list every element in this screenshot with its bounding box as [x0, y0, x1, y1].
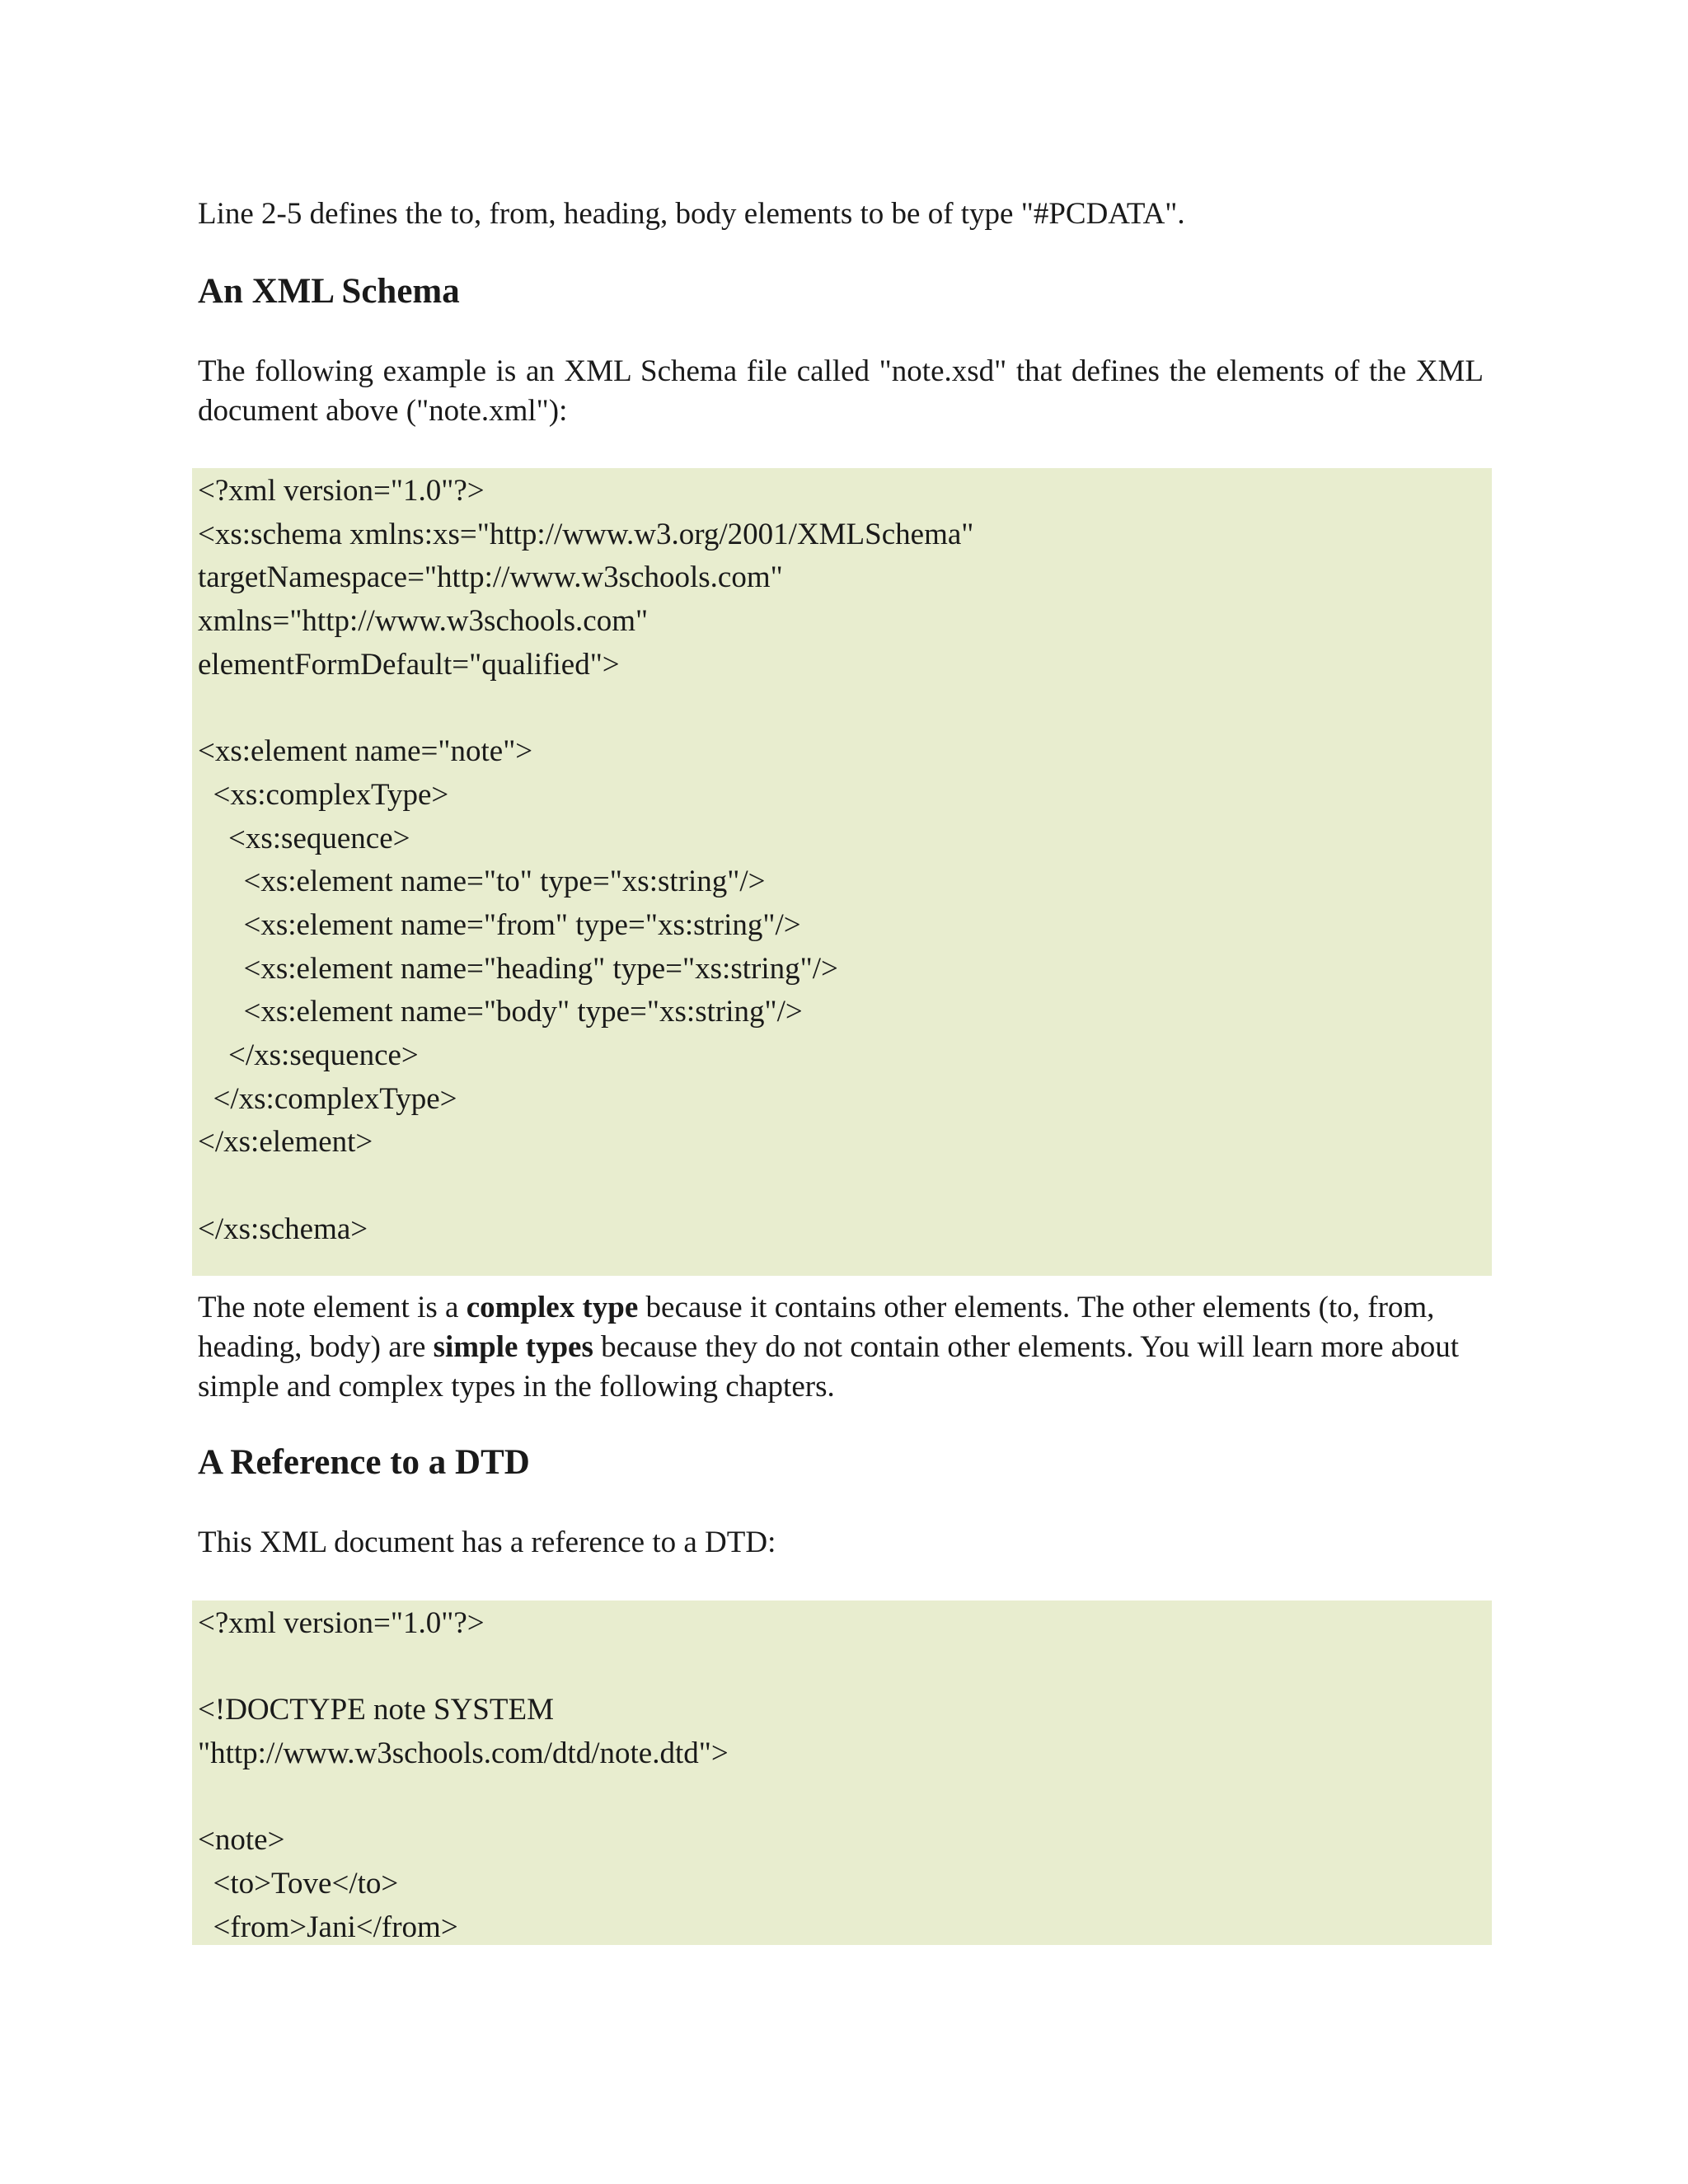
explanation-text-2: because it contains other elements. The other elements (to, from, heading, body) are: [198, 1291, 1435, 1364]
schema-intro-paragraph: The following example is an XML Schema file called "note.xsd" that defines the elements of the XML document above ("note.xml"):: [198, 354, 1484, 428]
complex-type-term: complex type: [466, 1291, 639, 1324]
section-heading-dtd-reference: A Reference to a DTD: [198, 1443, 530, 1482]
code-line: <to>Tove</to>: [198, 1867, 399, 1901]
section-heading-xml-schema: An XML Schema: [198, 272, 460, 311]
code-line: <?xml version="1.0"?>: [198, 474, 485, 508]
code-line: [198, 1165, 1492, 1208]
code-line: [198, 687, 1492, 730]
code-line: <xs:element name="heading" type="xs:string"/>: [198, 951, 838, 986]
code-line: </xs:complexType>: [198, 1081, 457, 1116]
explanation-text-1: The note element is a: [198, 1291, 467, 1324]
code-line: </xs:element>: [198, 1125, 373, 1160]
code-line: <xs:complexType>: [198, 777, 449, 812]
code-line: targetNamespace="http://www.w3schools.com": [198, 560, 783, 595]
dtd-code-lines: [198, 1602, 1492, 1950]
complex-simple-explanation: [198, 1288, 1484, 1407]
code-line: "http://www.w3schools.com/dtd/note.dtd">: [198, 1736, 729, 1771]
code-line: <xs:element name="to" type="xs:string"/>: [198, 865, 766, 899]
schema-code-lines: [198, 470, 1492, 1251]
explanation-text-3: because they do not contain other elements. You will learn more about simple and complex types in the following chapters.: [198, 1330, 1460, 1404]
code-line: <xs:element name="from" type="xs:string"/>: [198, 907, 801, 942]
code-line: </xs:sequence>: [198, 1038, 419, 1072]
code-line: <?xml version="1.0"?>: [198, 1606, 485, 1640]
dtd-intro-paragraph: This XML document has a reference to a DTD:: [198, 1526, 776, 1559]
code-line: </xs:schema>: [198, 1212, 368, 1246]
code-line: <from>Jani</from>: [198, 1910, 458, 1944]
code-line: <xs:element name="note">: [198, 734, 533, 769]
code-line: [198, 1646, 1492, 1690]
code-line: <xs:element name="body" type="xs:string"/>: [198, 995, 803, 1029]
code-line: elementFormDefault="qualified">: [198, 647, 620, 682]
code-line: <!DOCTYPE note SYSTEM: [198, 1693, 554, 1727]
code-line: xmlns="http://www.w3schools.com": [198, 604, 649, 639]
code-line: <xs:schema xmlns:xs="http://www.w3.org/2001/XMLSchema": [198, 517, 974, 551]
code-line: <note>: [198, 1823, 285, 1858]
code-line: [198, 1776, 1492, 1820]
simple-types-term: simple types: [433, 1330, 593, 1364]
intro-line: Line 2-5 defines the to, from, heading, body elements to be of type "#PCDATA".: [198, 197, 1185, 231]
dtd-code-block: [192, 1601, 1492, 1945]
code-line: <xs:sequence>: [198, 821, 410, 855]
schema-code-block: [192, 468, 1492, 1276]
